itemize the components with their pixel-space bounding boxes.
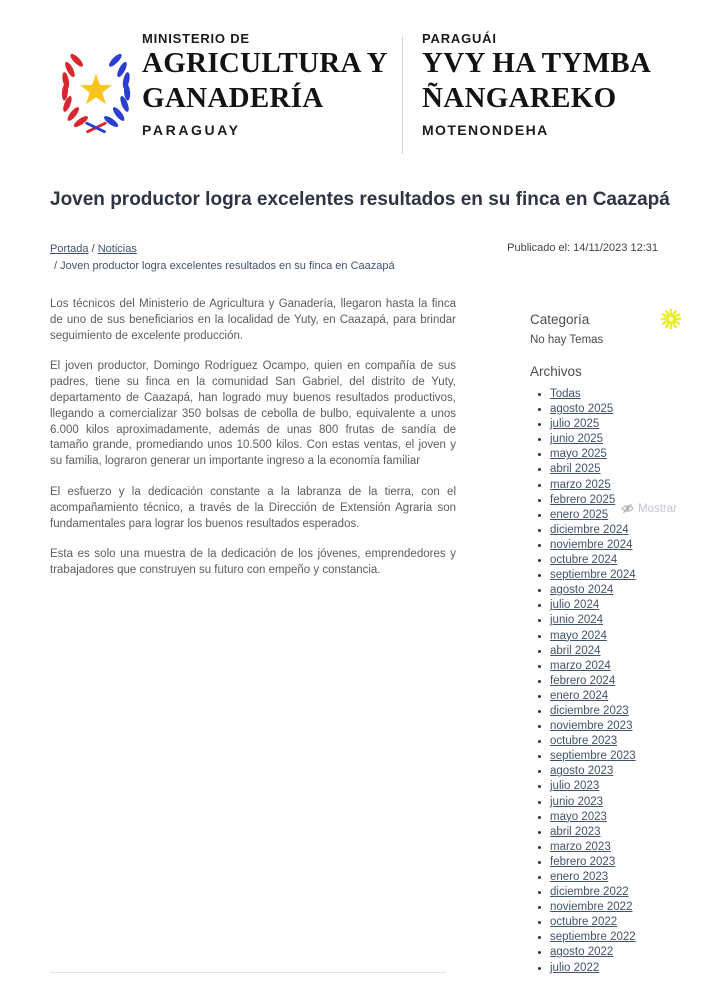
archive-link[interactable]: mayo 2024 (550, 629, 607, 642)
category-heading: Categoría (530, 312, 590, 327)
page-title: Joven productor logra excelentes resultados en su finca en Caazapá (50, 189, 670, 210)
category-empty-text: No hay Temas (530, 334, 604, 346)
ministry-gn-line4: MOTENONDEHA (422, 122, 549, 138)
show-tooltip[interactable] (619, 501, 679, 516)
archive-link[interactable]: Todas (550, 388, 581, 400)
archive-item (550, 644, 690, 659)
ministry-line1: MINISTERIO DE (142, 31, 250, 46)
archive-link[interactable]: marzo 2023 (550, 840, 611, 853)
archive-link[interactable]: enero 2025 (550, 508, 609, 521)
archive-link[interactable]: enero 2023 (550, 871, 609, 883)
archive-link[interactable]: enero 2024 (550, 689, 609, 702)
ministry-gn-line1: PARAGUÁI (422, 31, 497, 46)
article-paragraph: El joven productor, Domingo Rodríguez Ocampo, quien en compañía de sus padres, tiene su finca en la comunidad San Gabriel, del distrito de Yuty, departamento de Caazapá, han logrado muy buenos resultados productivos, llegando a comercializar 350 bolsas de cebolla de bulbo, equivalente a unos 6.000 kilos aproximadamente, además de unas 800 frutas de sandía de tamaño grande, promediando unos 10.500 kilos. Con estas ventas, el joven y su familia, lograron generar un importante ingreso a la economía familiar (50, 360, 456, 468)
ministry-wordmark-es (142, 31, 388, 138)
archive-link[interactable]: octubre 2022 (550, 916, 618, 929)
archive-link[interactable]: mayo 2023 (550, 810, 607, 823)
archive-link[interactable]: noviembre 2024 (550, 538, 633, 551)
archive-link[interactable]: julio 2025 (550, 418, 600, 431)
breadcrumb-noticias-link[interactable]: Noticias (97, 243, 137, 255)
archive-link[interactable]: julio 2024 (550, 599, 600, 612)
archive-item (550, 402, 690, 417)
eye-off-icon (621, 502, 634, 515)
archive-item (550, 930, 690, 945)
archive-link[interactable]: agosto 2024 (550, 584, 614, 597)
ministry-line2: AGRICULTURA Y (142, 47, 388, 79)
archive-item (550, 855, 690, 870)
archive-item (550, 689, 690, 704)
archive-item (550, 870, 690, 885)
archive-item (550, 583, 690, 598)
archive-link[interactable]: noviembre 2022 (550, 901, 633, 914)
archive-item (550, 674, 690, 689)
archive-item (550, 764, 690, 779)
archive-item (550, 523, 690, 538)
article-paragraph: El esfuerzo y la dedicación constante a la labranza de la tierra, con el acompañamiento técnico, a través de la Dirección de Extensión Agraria son fundamentales para lograr los buenos resultados esperados. (50, 485, 456, 530)
site-header (0, 0, 707, 175)
archive-item (550, 659, 690, 674)
archive-link[interactable]: septiembre 2023 (550, 750, 636, 763)
archive-item (550, 945, 690, 960)
archive-item (550, 779, 690, 794)
logo-divider (402, 36, 403, 154)
archive-link[interactable]: septiembre 2022 (550, 931, 636, 944)
archive-link[interactable]: noviembre 2023 (550, 720, 633, 733)
bottom-divider (50, 972, 446, 973)
ministry-line4: PARAGUAY (142, 122, 241, 138)
archive-link[interactable]: marzo 2024 (550, 659, 611, 672)
archive-item (550, 961, 690, 976)
archive-link[interactable]: agosto 2022 (550, 946, 614, 959)
archive-link[interactable]: octubre 2023 (550, 735, 618, 748)
archive-item (550, 568, 690, 583)
archive-item (550, 447, 690, 462)
archive-item (550, 613, 690, 628)
archive-item (550, 538, 690, 553)
sidebar (530, 312, 690, 976)
breadcrumb (50, 241, 395, 275)
archive-link[interactable]: septiembre 2024 (550, 569, 636, 582)
archive-link[interactable]: agosto 2023 (550, 765, 614, 778)
archive-link[interactable]: febrero 2024 (550, 674, 616, 687)
archive-link[interactable]: junio 2024 (550, 614, 604, 627)
archive-link[interactable]: junio 2025 (550, 433, 604, 446)
paraguay-coat-of-arms-icon (54, 42, 138, 144)
show-tooltip-label: Mostrar (638, 502, 677, 515)
archive-link[interactable]: abril 2025 (550, 463, 601, 476)
archive-item (550, 478, 690, 493)
archive-item (550, 900, 690, 915)
archive-item (550, 704, 690, 719)
archive-item (550, 810, 690, 825)
published-date: Publicado el: 14/11/2023 12:31 (507, 242, 658, 254)
archive-item (550, 598, 690, 613)
archive-item (550, 387, 690, 402)
archive-item (550, 915, 690, 930)
ministry-wordmark-gn (422, 31, 651, 138)
archive-link[interactable]: junio 2023 (550, 795, 604, 808)
article-body (50, 297, 456, 594)
ministry-line3: GANADERÍA (142, 82, 324, 114)
archive-item (550, 825, 690, 840)
archive-link[interactable]: julio 2022 (550, 961, 600, 974)
archive-item (550, 749, 690, 764)
asterisk-icon (660, 308, 682, 335)
archive-link[interactable]: diciembre 2023 (550, 704, 629, 717)
archive-item (550, 719, 690, 734)
archive-link[interactable]: agosto 2025 (550, 403, 614, 416)
breadcrumb-separator: / (91, 243, 95, 255)
archive-link[interactable]: mayo 2025 (550, 448, 607, 461)
archive-item (550, 734, 690, 749)
breadcrumb-line1 (50, 241, 395, 258)
breadcrumb-home-link[interactable]: Portada (50, 243, 89, 255)
archive-link[interactable]: abril 2024 (550, 644, 601, 657)
archive-link[interactable]: febrero 2025 (550, 493, 616, 506)
archives-list (530, 387, 690, 976)
breadcrumb-current: / Joven productor logra excelentes resultados en su finca en Caazapá (54, 260, 395, 272)
archive-link[interactable]: octubre 2024 (550, 554, 618, 567)
article-paragraph: Los técnicos del Ministerio de Agricultura y Ganadería, llegaron hasta la finca de uno de sus beneficiarios en la localidad de Yuty, en Caazapá, para brindar seguimiento de excelente producción. (50, 298, 456, 342)
archive-link[interactable]: julio 2023 (550, 780, 600, 793)
archive-item (550, 885, 690, 900)
archive-link[interactable]: diciembre 2022 (550, 886, 629, 899)
archives-heading: Archivos (530, 364, 582, 379)
archive-item (550, 795, 690, 810)
archive-link[interactable]: diciembre 2024 (550, 523, 629, 536)
archive-item (550, 553, 690, 568)
ministry-gn-line2: YVY HA TYMBA (422, 47, 652, 79)
ministry-gn-line3: ÑANGAREKO (422, 82, 617, 114)
archive-item (550, 629, 690, 644)
archive-link[interactable]: febrero 2023 (550, 855, 616, 868)
archive-item (550, 462, 690, 477)
archive-item (550, 840, 690, 855)
archive-link[interactable]: abril 2023 (550, 825, 601, 838)
archive-item (550, 432, 690, 447)
archive-link[interactable]: marzo 2025 (550, 478, 611, 491)
article-paragraph: Esta es solo una muestra de la dedicación de los jóvenes, emprendedores y trabajadores que construyen su futuro con empeño y constancia. (50, 548, 456, 577)
archive-item (550, 417, 690, 432)
